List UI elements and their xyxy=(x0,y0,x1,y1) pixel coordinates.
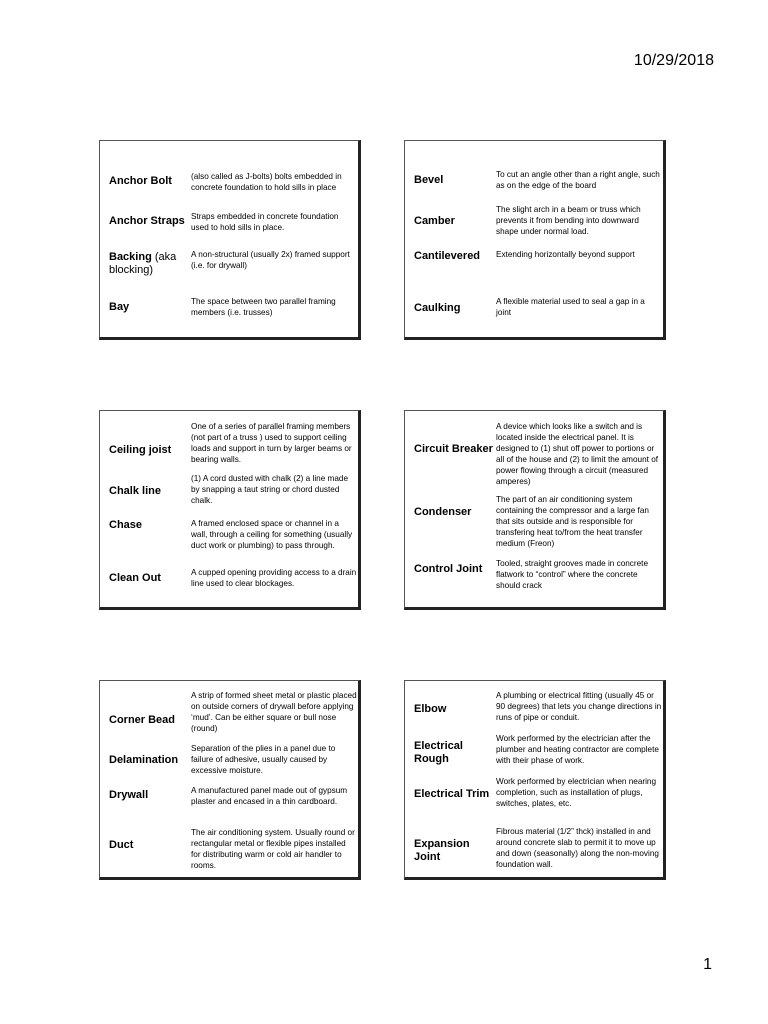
definition: One of a series of parallel framing members (not part of a truss ) used to support ceiling loads and support in turn by larger beams or bearing walls. xyxy=(191,422,352,464)
definition: Work performed by the electrician after the plumber and heating contractor are complete with their phase of work. xyxy=(496,734,659,765)
definition: Work performed by electrician when nearing completion, such as installation of plugs, switches, plates, etc. xyxy=(496,777,657,808)
term: Bay xyxy=(109,301,130,313)
term: Duct xyxy=(109,839,134,851)
term: Control Joint xyxy=(414,563,483,575)
glossary-slide xyxy=(99,680,361,880)
page-date: 10/29/2018 xyxy=(633,52,714,69)
term: Condenser xyxy=(414,506,472,518)
term: Backing (aka blocking) xyxy=(109,251,177,276)
term: Circuit Breaker xyxy=(414,443,493,455)
definition: Straps embedded in concrete foundation used to hold sills in place. xyxy=(191,212,339,232)
glossary-slide xyxy=(99,140,361,340)
term: Electrical Rough xyxy=(414,740,463,765)
term: Caulking xyxy=(414,302,461,314)
definition: A manufactured panel made out of gypsum plaster and encased in a thin cardboard. xyxy=(191,786,348,806)
term: Anchor Bolt xyxy=(109,175,172,187)
definition: Tooled, straight grooves made in concrete flatwork to “control” where the concrete should crack xyxy=(496,559,649,590)
definition: Separation of the plies in a panel due to failure of adhesive, usually caused by excessive moisture. xyxy=(191,744,336,775)
term: Clean Out xyxy=(109,572,161,584)
definition: A non-structural (usually 2x) framed support (i.e. for drywall) xyxy=(191,250,350,270)
term: Elbow xyxy=(414,703,447,715)
definition: A framed enclosed space or channel in a wall, through a ceiling for something (usually duct work or plumbing) to pass through. xyxy=(191,519,353,550)
term: Expansion Joint xyxy=(414,838,470,863)
term: Ceiling joist xyxy=(109,444,172,456)
term-note: (aka blocking) xyxy=(109,251,177,276)
definition: Fibrous material (1/2” thck) installed in and around concrete slab to permit it to move up and down (seasonally) along the non-moving foundation wall. xyxy=(496,827,659,869)
definition: The space between two parallel framing members (i.e. trusses) xyxy=(191,297,336,317)
term: Corner Bead xyxy=(109,714,176,726)
term: Electrical Trim xyxy=(414,788,490,800)
term: Delamination xyxy=(109,754,179,766)
definition: (also called as J-bolts) bolts embedded in concrete foundation to hold sills in place xyxy=(191,172,342,192)
definition: Extending horizontally beyond support xyxy=(496,250,635,259)
term: Chalk line xyxy=(109,485,161,497)
term: Drywall xyxy=(109,789,149,801)
term: Camber xyxy=(414,215,455,227)
glossary-slide xyxy=(404,140,666,340)
term: Chase xyxy=(109,519,143,531)
definition: A strip of formed sheet metal or plastic placed on outside corners of drywall before applying ‘mud’. Can be either square or bull nose (round) xyxy=(191,691,357,733)
definition: (1) A cord dusted with chalk (2) a line made by snapping a taut string or chord dusted chalk. xyxy=(191,474,349,505)
glossary-slide xyxy=(404,680,666,880)
term: Anchor Straps xyxy=(109,215,185,227)
definition: A cupped opening providing access to a drain line used to clear blockages. xyxy=(191,568,357,588)
definition: The slight arch in a beam or truss which prevents it from bending into downward shape under normal load. xyxy=(496,205,641,236)
term: Cantilevered xyxy=(414,250,481,262)
definition: The part of an air conditioning system containing the compressor and a large fan that sits outside and is responsible for transfering heat to/from the heat transfer medium (Freon) xyxy=(496,495,649,548)
definition: The air conditioning system. Usually round or rectangular metal or flexible pipes installed for distributing warm or cold air handler to rooms. xyxy=(191,828,355,870)
term: Bevel xyxy=(414,174,444,186)
definition: A device which looks like a switch and is located inside the electrical panel. It is designed to (1) shut off power to portions or all of the house and (2) to limit the amount of power flowing through a circuit (measured amperes) xyxy=(496,422,659,486)
glossary-slide xyxy=(404,410,666,610)
definition: A flexible material used to seal a gap in a joint xyxy=(496,297,645,317)
page-number: 1 xyxy=(703,956,712,973)
glossary-slide xyxy=(99,410,361,610)
definition: To cut an angle other than a right angle, such as on the edge of the board xyxy=(496,170,660,190)
definition: A plumbing or electrical fitting (usually 45 or 90 degrees) that lets you change directions in runs of pipe or conduit. xyxy=(496,691,662,722)
